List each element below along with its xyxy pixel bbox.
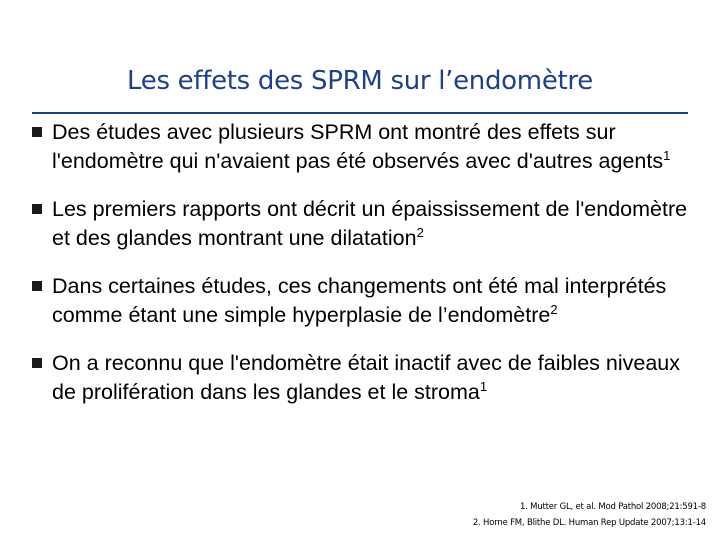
bullet-list bbox=[30, 118, 690, 426]
reference-line: 1. Mutter GL, et al. Mod Pathol 2008;21:591-8 bbox=[519, 502, 706, 512]
square-bullet-icon bbox=[32, 204, 42, 214]
citation-superscript: 1 bbox=[663, 148, 671, 163]
bullet-item bbox=[30, 118, 690, 176]
square-bullet-icon bbox=[32, 127, 42, 137]
bullet-text: Les premiers rapports ont décrit un épaississement de l'endomètre et des glandes montrant une dilatation bbox=[52, 197, 688, 250]
references bbox=[473, 499, 706, 531]
bullet-text: Des études avec plusieurs SPRM ont montré des effets sur l'endomètre qui n'avaient pas été observés avec d'autres agents bbox=[52, 120, 664, 173]
bullet-text: On a reconnu que l'endomètre était inactif avec de faibles niveaux de prolifération dans les glandes et le stroma bbox=[52, 351, 680, 404]
bullet-item bbox=[30, 349, 690, 407]
title-divider bbox=[32, 112, 688, 114]
citation-superscript: 1 bbox=[479, 379, 488, 394]
citation-superscript: 2 bbox=[550, 302, 558, 317]
square-bullet-icon bbox=[32, 358, 42, 368]
slide-title: Les effets des SPRM sur l’endomètre bbox=[127, 66, 593, 96]
reference-line: 2. Horne FM, Blithe DL. Human Rep Update 2007;13:1-14 bbox=[472, 518, 706, 528]
bullet-text: Dans certaines études, ces changements ont été mal interprétés comme étant une simple hyperplasie de l’endomètre bbox=[52, 274, 667, 327]
bullet-item bbox=[30, 195, 690, 253]
square-bullet-icon bbox=[32, 281, 42, 291]
citation-superscript: 2 bbox=[416, 225, 424, 240]
bullet-item bbox=[30, 272, 690, 330]
